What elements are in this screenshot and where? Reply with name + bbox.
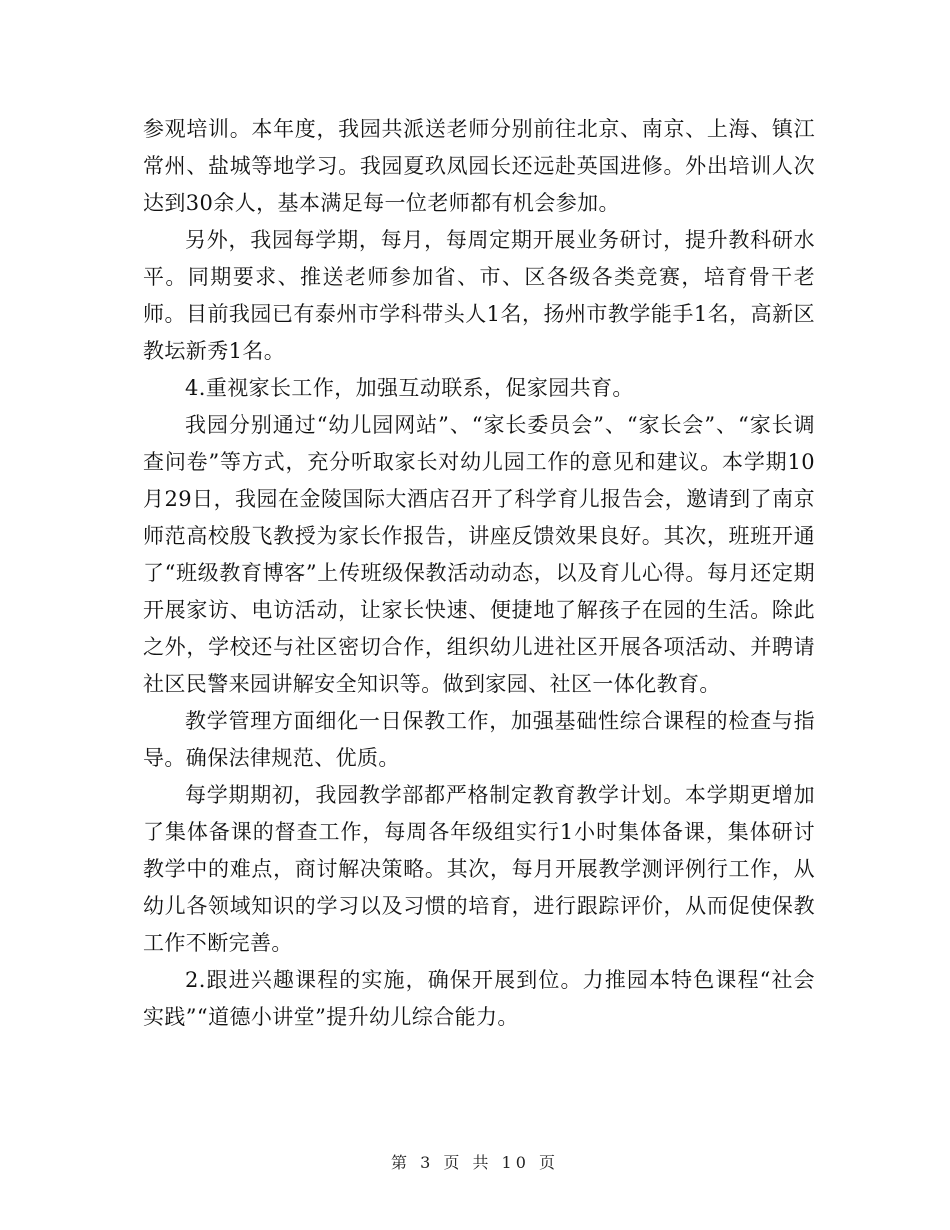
paragraph-continued-training: 参观培训。本年度，我园共派送老师分别前往北京、南京、上海、镇江常州、盐城等地学习。我园夏玖凤园长还远赴英国进修。外出培训人次达到30余人，基本满足每一位老师都有机会参加。 xyxy=(143,117,815,215)
paragraph-teaching-management: 教学管理方面细化一日保教工作，加强基础性综合课程的检查与指导。确保法律规范、优质。 xyxy=(143,709,815,770)
paragraph-interest-courses: 2.跟进兴趣课程的实施，确保开展到位。力推园本特色课程“社会实践”“道德小讲堂”提升幼儿综合能力。 xyxy=(143,968,815,1029)
paragraph-research-competitions: 另外，我园每学期，每月，每周定期开展业务研讨，提升教科研水平。同期要求、推送老师参加省、市、区各级各类竞赛，培育骨干老师。目前我园已有泰州市学科带头人1名，扬州市教学能手1名，高新区教坛新秀1名。 xyxy=(143,228,815,363)
document-body xyxy=(143,111,815,1036)
paragraph-parent-communication: 我园分别通过“幼儿园网站”、“家长委员会”、“家长会”、“家长调查问卷”等方式，充分听取家长对幼儿园工作的意见和建议。本学期10月29日，我园在金陵国际大酒店召开了科学育儿报告会，邀请到了南京师范高校殷飞教授为家长作报告，讲座反馈效果良好。其次，班班开通了“班级教育博客”上传班级保教活动动态，以及育儿心得。每月还定期开展家访、电访活动，让家长快速、便捷地了解孩子在园的生活。除此之外，学校还与社区密切合作，组织幼儿进社区开展各项活动、并聘请社区民警来园讲解安全知识等。做到家园、社区一体化教育。 xyxy=(143,413,815,696)
page-footer: 第 3 页 共 10 页 xyxy=(391,1153,559,1172)
section-heading-parent-work: 4.重视家长工作，加强互动联系，促家园共育。 xyxy=(185,376,634,400)
paragraph-semester-planning: 每学期期初，我园教学部都严格制定教育教学计划。本学期更增加了集体备课的督查工作，每周各年级组实行1小时集体备课，集体研讨教学中的难点，商讨解决策略。其次，每月开展教学测评例行工作，从幼儿各领域知识的学习以及习惯的培育，进行跟踪评价，从而促使保教工作不断完善。 xyxy=(143,783,815,955)
